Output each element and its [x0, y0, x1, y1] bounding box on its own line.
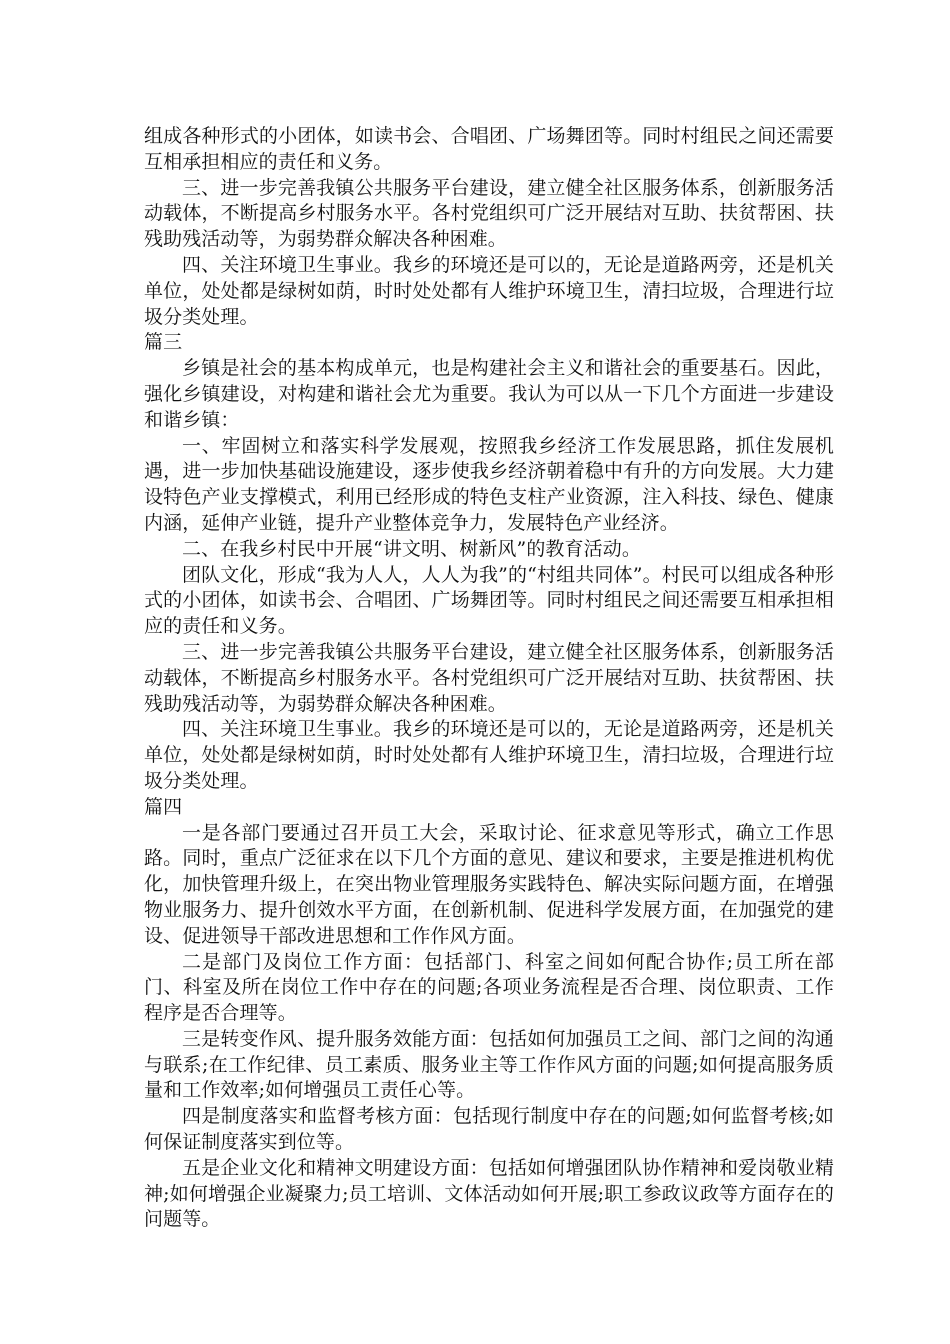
paragraph: 一是各部门要通过召开员工大会，采取讨论、征求意见等形式，确立工作思路。同时，重点广泛征求在以下几个方面的意见、建议和要求，主要是推进机构优化，加快管理升级上，在突出物业管理服务实践特色、解决实际问题方面，在增强物业服务力、提升创效水平方面，在创新机制、促进科学发展方面，在加强党的建设、促进领导干部改进思想和工作作风方面。	[144, 821, 834, 947]
section-heading: 篇四	[144, 795, 183, 818]
paragraph: 五是企业文化和精神文明建设方面：包括如何增强团队协作精神和爱岗敬业精神;如何增强企业凝聚力;员工培训、文体活动如何开展;职工参政议政等方面存在的问题等。	[144, 1156, 834, 1231]
paragraph: 团队文化，形成“我为人人，人人为我”的“村组共同体”。村民可以组成各种形式的小团体，如读书会、合唱团、广场舞团等。同时村组民之间还需要互相承担相应的责任和义务。	[144, 563, 834, 638]
paragraph: 组成各种形式的小团体，如读书会、合唱团、广场舞团等。同时村组民之间还需要互相承担相应的责任和义务。	[144, 125, 834, 173]
paragraph: 三、进一步完善我镇公共服务平台建设，建立健全社区服务体系，创新服务活动载体，不断提高乡村服务水平。各村党组织可广泛开展结对互助、扶贫帮困、扶残助残活动等，为弱势群众解决各种困难。	[144, 640, 834, 715]
paragraph: 四是制度落实和监督考核方面：包括现行制度中存在的问题;如何监督考核;如何保证制度落实到位等。	[144, 1105, 834, 1154]
paragraph: 四、关注环境卫生事业。我乡的环境还是可以的，无论是道路两旁，还是机关单位，处处都是绿树如荫，时时处处都有人维护环境卫生，清扫垃圾，合理进行垃圾分类处理。	[144, 718, 834, 792]
section-heading: 篇三	[144, 331, 183, 354]
paragraph: 四、关注环境卫生事业。我乡的环境还是可以的，无论是道路两旁，还是机关单位，处处都是绿树如荫，时时处处都有人维护环境卫生，清扫垃圾，合理进行垃圾分类处理。	[144, 253, 834, 328]
paragraph: 一、牢固树立和落实科学发展观，按照我乡经济工作发展思路，抓住发展机遇，进一步加快基础设施建设，逐步使我乡经济朝着稳中有升的方向发展。大力建设特色产业支撑模式，利用已经形成的特色支柱产业资源，注入科技、绿色、健康内涵，延伸产业链，提升产业整体竞争力，发展特色产业经济。	[144, 434, 834, 534]
paragraph: 三是转变作风、提升服务效能方面：包括如何加强员工之间、部门之间的沟通与联系;在工作纪律、员工素质、服务业主等工作作风方面的问题;如何提高服务质量和工作效率;如何增强员工责任心等。	[144, 1027, 834, 1102]
paragraph: 乡镇是社会的基本构成单元，也是构建社会主义和谐社会的重要基石。因此，强化乡镇建设，对构建和谐社会尤为重要。我认为可以从一下几个方面进一步建设和谐乡镇：	[144, 357, 834, 431]
paragraph: 二、在我乡村民中开展“讲文明、树新风”的教育活动。	[182, 537, 641, 560]
paragraph: 三、进一步完善我镇公共服务平台建设，建立健全社区服务体系，创新服务活动载体，不断提高乡村服务水平。各村党组织可广泛开展结对互助、扶贫帮困、扶残助残活动等，为弱势群众解决各种困难。	[144, 176, 834, 251]
paragraph: 二是部门及岗位工作方面：包括部门、科室之间如何配合协作;员工所在部门、科室及所在岗位工作中存在的问题;各项业务流程是否合理、岗位职责、工作程序是否合理等。	[144, 950, 834, 1025]
document-body	[144, 124, 834, 1233]
